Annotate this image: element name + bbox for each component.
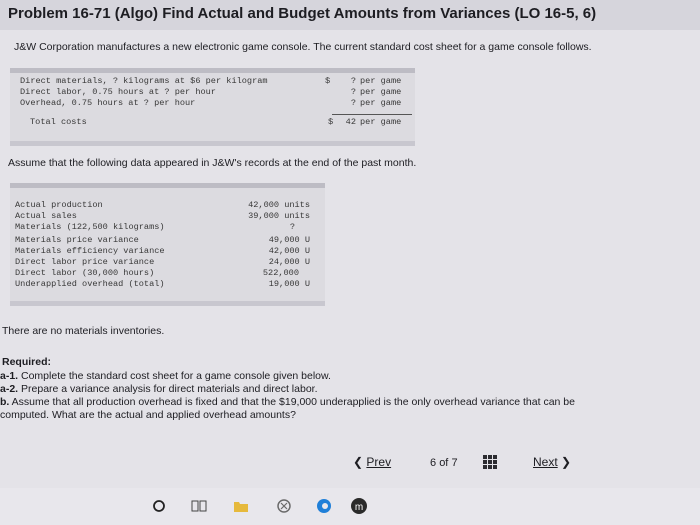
record-row [10,211,325,222]
requirement-text: computed. What are the actual and applied overhead amounts? [0,409,296,421]
next-button[interactable] [533,455,571,469]
next-label: Next [533,455,558,469]
cost-row-labor [10,87,415,98]
record-row [10,222,325,233]
mcgraw-hill-icon[interactable] [350,497,368,515]
record-value: 24,000 U [268,257,310,267]
record-label: Actual production [15,200,103,210]
store-icon[interactable] [275,497,293,515]
cost-desc: Overhead, 0.75 hours at ? per hour [20,98,196,108]
requirement-item [0,396,575,408]
cost-row-overhead [10,98,415,109]
chevron-left-icon: ❮ [353,455,364,469]
requirement-text: Complete the standard cost sheet for a game console given below. [18,370,331,382]
record-row [10,246,325,257]
record-label: Materials price variance [15,235,139,245]
cost-row-materials [10,76,415,87]
requirement-item [0,409,296,421]
requirement-number: a-1. [0,370,19,382]
assume-text: Assume that the following data appeared in J&W's records at the end of the past month. [8,157,417,169]
page-of: of [439,457,449,469]
requirement-number: b. [0,396,10,408]
record-label: Materials efficiency variance [15,246,165,256]
record-value: 42,000 units [248,200,310,210]
record-row [10,200,325,211]
record-row [10,257,325,268]
record-label: Direct labor (30,000 hours) [15,268,155,278]
record-row [10,268,325,279]
record-label: Actual sales [15,211,77,221]
cost-dollar: $ [328,117,334,127]
cost-desc: Direct materials, ? kilograms at $6 per kilogram [20,76,268,86]
record-value: 39,000 units [248,211,310,221]
search-circle-icon[interactable] [150,497,168,515]
record-label: Underapplied overhead (total) [15,279,165,289]
requirement-text: Assume that all production overhead is fixed and that the $19,000 underapplied is the only overhead variance that can be [9,396,575,408]
requirement-number: a-2. [0,383,19,395]
record-value: 49,000 U [268,235,310,245]
record-value: 522,000 [262,268,299,278]
svg-text:m: m [354,502,364,513]
cost-per: per game [360,76,402,86]
record-value: 42,000 U [268,246,310,256]
record-row [10,235,325,246]
grid-icon[interactable] [483,455,497,469]
prev-button[interactable] [353,455,391,469]
cost-per: per game [360,87,402,97]
folder-icon[interactable] [232,497,250,515]
record-label: Materials (122,500 kilograms) [15,222,165,232]
record-label: Direct labor price variance [15,257,155,267]
cost-row-total [10,117,415,128]
records-table [10,183,325,306]
prev-label: Prev [366,455,392,469]
record-row [10,279,325,290]
intro-text: J&W Corporation manufactures a new electronic game console. The current standard cost sheet for a game console follows. [14,41,592,53]
page-indicator [430,457,458,469]
record-value: ? [289,222,295,232]
page-current: 6 [430,457,437,469]
cost-desc: Direct labor, 0.75 hours at ? per hour [20,87,216,97]
cost-per: per game [360,117,402,127]
chevron-right-icon: ❯ [561,455,572,469]
edge-browser-icon[interactable] [315,497,333,515]
requirement-item [0,383,318,395]
standard-cost-sheet [10,68,415,146]
cost-dollar: $ [325,76,331,86]
page-total: 7 [451,457,458,469]
cost-amount: ? [350,98,356,108]
page-title: Problem 16-71 (Algo) Find Actual and Budget Amounts from Variances (LO 16-5, 6) [8,5,597,22]
cost-desc: Total costs [30,117,87,127]
cost-amount: 42 [345,117,356,127]
requirement-item [0,370,331,382]
cost-amount: ? [350,76,356,86]
title-bar [0,0,700,30]
requirement-text: Prepare a variance analysis for direct materials and direct labor. [18,383,318,395]
total-rule [332,114,412,115]
record-value: 19,000 U [268,279,310,289]
cost-per: per game [360,98,402,108]
required-heading: Required: [2,356,52,368]
no-inventories-text: There are no materials inventories. [2,325,165,337]
cost-amount: ? [350,87,356,97]
task-view-icon[interactable] [190,497,208,515]
